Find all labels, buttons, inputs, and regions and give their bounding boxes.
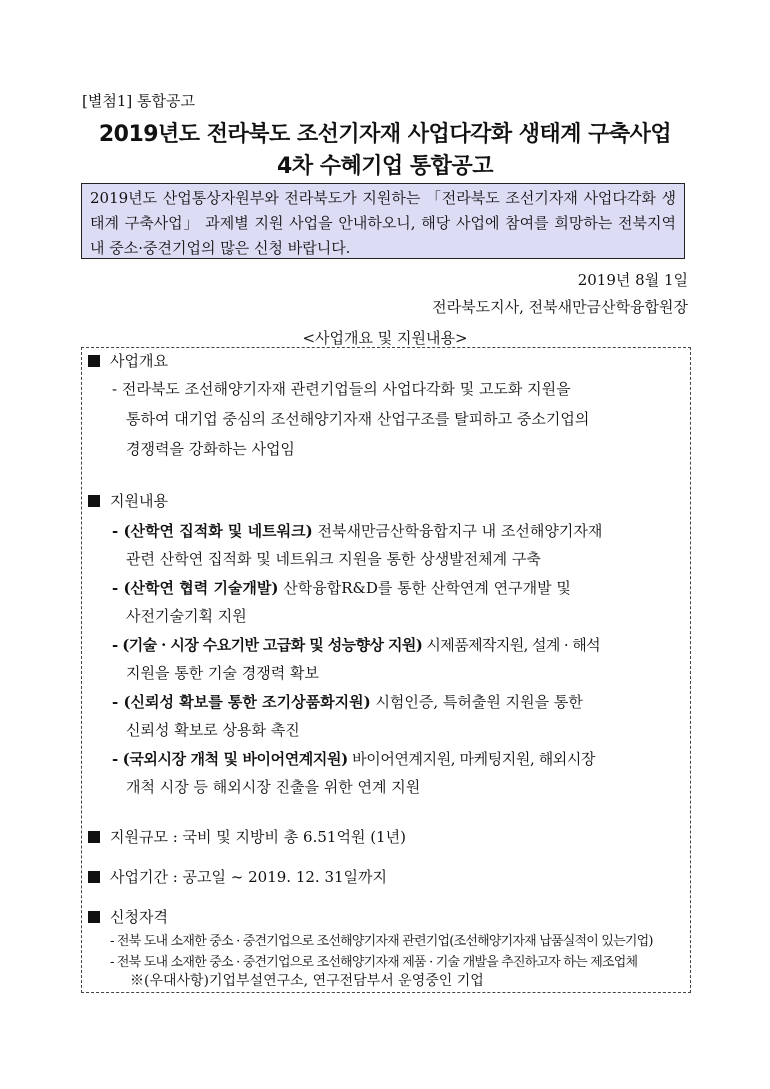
support-item-cont: 사전기술기획 지원 xyxy=(126,607,247,625)
square-bullet-icon xyxy=(88,355,100,367)
attachment-tag: [별첨1] 통합공고 xyxy=(82,92,195,110)
scale-line xyxy=(88,826,406,847)
support-item-text: 시험인증, 특허출원 지원을 통한 xyxy=(370,693,583,711)
support-item-text: 산학융합R&D를 통한 산학연계 연구개발 및 xyxy=(278,579,571,597)
scale-text: 지원규모 : 국비 및 지방비 총 6.51억원 (1년) xyxy=(110,828,406,846)
section-subheading: <사업개요 및 지원내용> xyxy=(302,329,468,347)
eligibility-line: - 전북 도내 소재한 중소 · 중견기업으로 조선해양기자재 관련기업(조선해양기자재 납품실적이 있는기업) xyxy=(110,934,653,949)
overview-line: - 전라북도 조선해양기자재 관련기업들의 사업다각화 및 고도화 지원을 xyxy=(112,380,571,398)
square-bullet-icon xyxy=(88,495,100,507)
eligibility-line: - 전북 도내 소재한 중소 · 중견기업으로 조선해양기자재 제품 · 기술 개발을 추진하고자 하는 제조업체 xyxy=(110,955,638,970)
eligibility-heading-label: 신청자격 xyxy=(110,908,168,926)
support-item-title: - (국외시장 개척 및 바이어연계지원) xyxy=(112,750,348,768)
support-item-title: - (산학연 협력 기술개발) xyxy=(112,579,279,597)
overview-line: 통하여 대기업 중심의 조선해양기자재 산업구조를 탈피하고 중소기업의 xyxy=(126,410,590,428)
overview-heading-label: 사업개요 xyxy=(110,352,168,370)
support-item-text: 시제품제작지원, 설계 · 해석 xyxy=(422,636,601,654)
support-item xyxy=(112,577,571,598)
overview-heading xyxy=(88,350,168,371)
support-item-title: - (신뢰성 확보를 통한 조기상품화지원) xyxy=(112,693,371,711)
announcement-date: 2019년 8월 1일 xyxy=(577,271,688,289)
eligibility-heading xyxy=(88,906,168,927)
intro-box: 2019년도 산업통상자원부와 전라북도가 지원하는 「전라북도 조선기자재 사업다각화 생태계 구축사업」 과제별 지원 사업을 안내하오니, 해당 사업에 참여를 희망하는 전북지역 내 중소·중견기업의 많은 신청 바랍니다. xyxy=(81,183,685,259)
period-line xyxy=(88,866,387,887)
support-item-title: - (산학연 집적화 및 네트워크) xyxy=(112,522,313,540)
support-item-title: - (기술 · 시장 수요기반 고급화 및 성능향상 지원) xyxy=(112,636,423,654)
support-item-cont: 개척 시장 등 해외시장 진출을 위한 연계 지원 xyxy=(126,778,421,796)
support-item xyxy=(112,748,595,769)
support-heading xyxy=(88,490,168,511)
support-item-text: 바이어연계지원, 마케팅지원, 해외시장 xyxy=(347,750,596,768)
support-heading-label: 지원내용 xyxy=(110,492,168,510)
support-item-cont: 신뢰성 확보로 상용화 촉진 xyxy=(126,721,300,739)
issuing-organization: 전라북도지사, 전북새만금산학융합원장 xyxy=(432,298,688,316)
support-item-cont: 관련 산학연 집적화 및 네트워크 지원을 통한 상생발전체계 구축 xyxy=(126,550,541,568)
page-title: 2019년도 전라북도 조선기자재 사업다각화 생태계 구축사업 xyxy=(98,122,672,147)
support-item xyxy=(112,520,602,541)
eligibility-note: ※(우대사항)기업부설연구소, 연구전담부서 운영중인 기업 xyxy=(130,973,484,989)
square-bullet-icon xyxy=(88,911,100,923)
support-item-cont: 지원을 통한 기술 경쟁력 확보 xyxy=(126,664,319,682)
overview-line: 경쟁력을 강화하는 사업임 xyxy=(126,440,295,458)
page-subtitle: 4차 수혜기업 통합공고 xyxy=(277,154,493,179)
square-bullet-icon xyxy=(88,831,100,843)
support-item xyxy=(112,691,583,712)
support-item xyxy=(112,634,600,655)
square-bullet-icon xyxy=(88,871,100,883)
support-item-text: 전북새만금산학융합지구 내 조선해양기자재 xyxy=(312,522,603,540)
period-text: 사업기간 : 공고일 ~ 2019. 12. 31일까지 xyxy=(110,868,388,886)
